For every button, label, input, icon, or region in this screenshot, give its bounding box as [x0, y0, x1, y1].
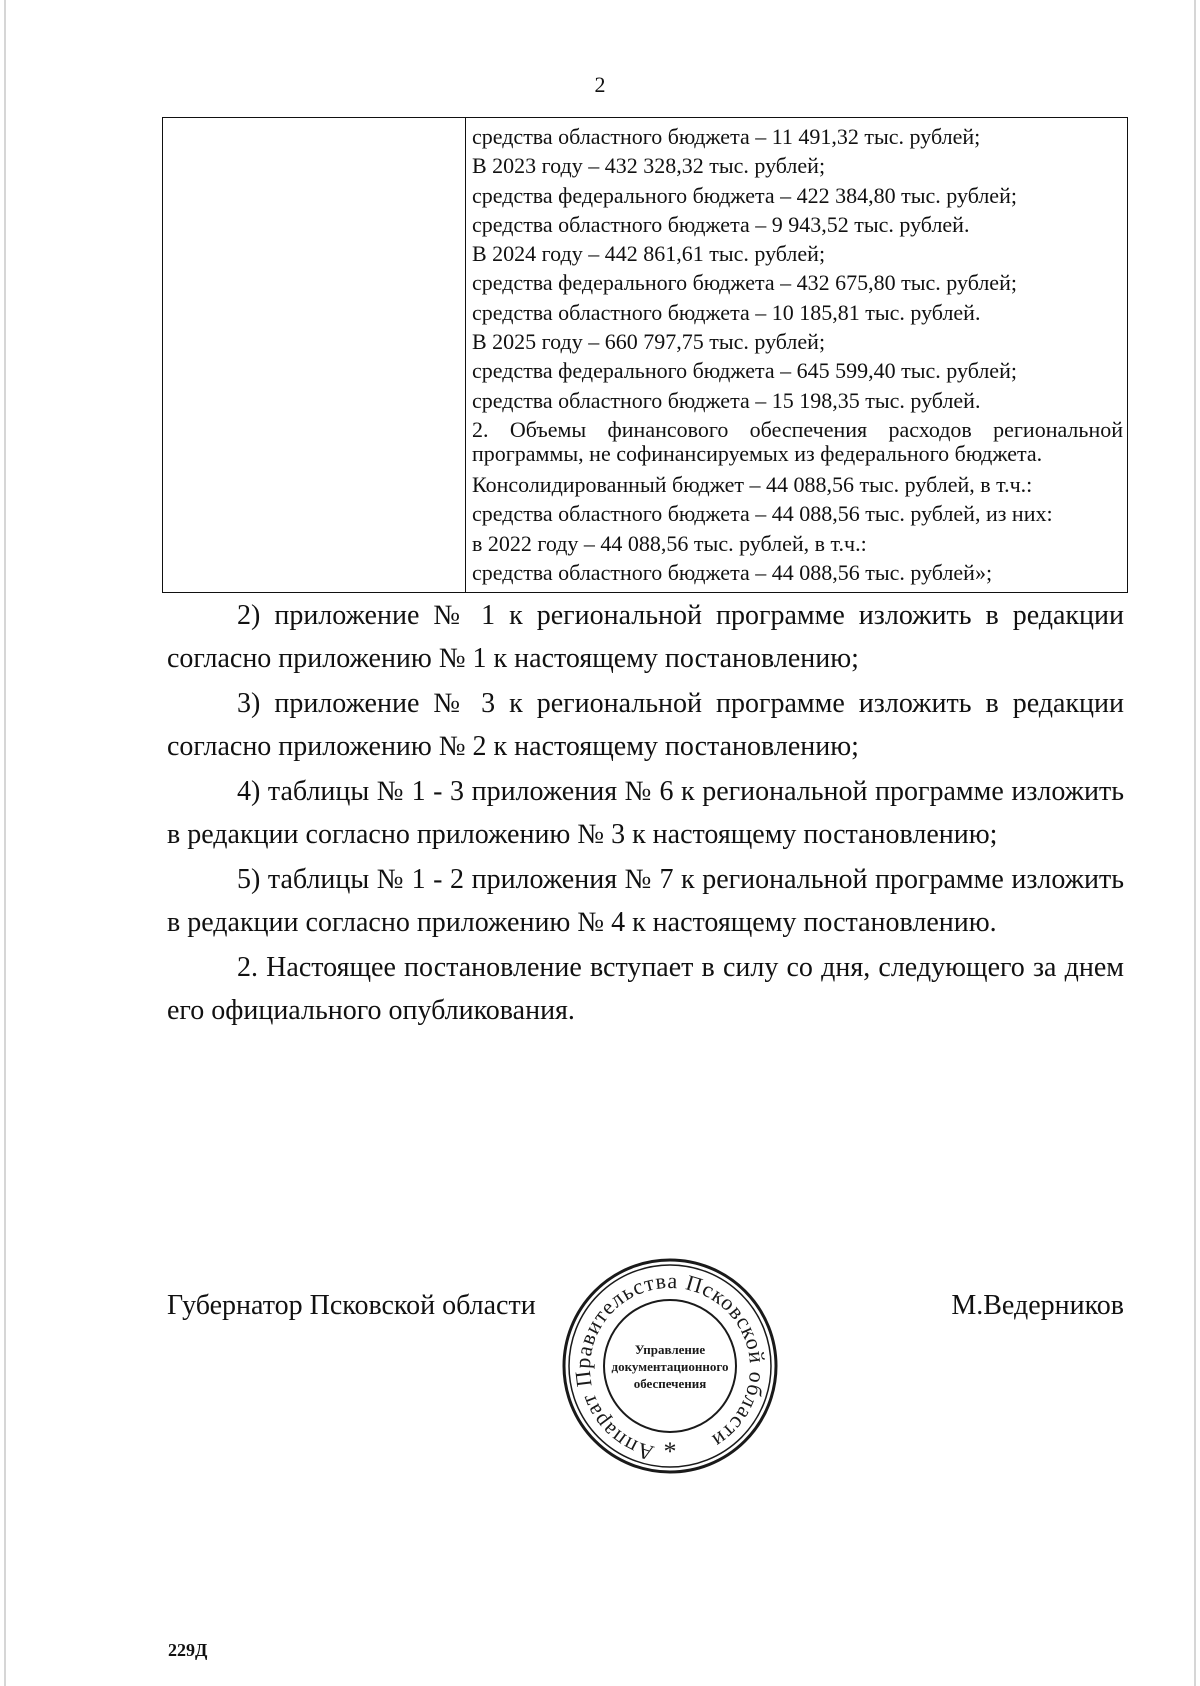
table-line: В 2024 году – 442 861,61 тыс. рублей; [472, 241, 826, 267]
page-number: 2 [594, 72, 606, 97]
stamp-outer-text: Аппарат Правительства Псковской области [569, 1267, 771, 1467]
stamp-inner-line1: Управление [634, 1342, 706, 1357]
table-left-cell [163, 118, 466, 592]
stamp-inner-line3: обеспечения [633, 1376, 707, 1391]
table-line: средства федерального бюджета – 645 599,40 тыс. рублей; [472, 358, 1017, 384]
table-line: средства федерального бюджета – 432 675,80 тыс. рублей; [472, 270, 1017, 296]
table-line: средства областного бюджета – 11 491,32 тыс. рублей; [472, 124, 981, 149]
stamp-inner-line2: документационного [611, 1359, 729, 1374]
table-line: Консолидированный бюджет – 44 088,56 тыс. рублей, в т.ч.: [472, 471, 1033, 497]
official-stamp [556, 1254, 784, 1474]
table-line: в 2022 году – 44 088,56 тыс. рублей, в т.ч.: [472, 530, 867, 556]
table-line: средства областного бюджета – 44 088,56 тыс. рублей, из них: [472, 501, 1053, 527]
paragraph: 2. Настоящее постановление вступает в силу со дня, следующего за днем его официального опубликования. [167, 952, 1124, 1026]
table-line: средства областного бюджета – 9 943,52 тыс. рублей. [472, 211, 970, 237]
table-line: средства областного бюджета – 44 088,56 тыс. рублей»; [472, 559, 993, 585]
table-line: В 2023 году – 432 328,32 тыс. рублей; [472, 153, 826, 179]
paragraph: 3) приложение № 3 к региональной программе изложить в редакции согласно приложению № 2 к настоящему постановлению; [167, 688, 1124, 762]
signer-position: Губернатор Псковской области [167, 1290, 536, 1321]
stamp-star-icon: * [663, 1437, 677, 1466]
table-line: средства федерального бюджета – 422 384,80 тыс. рублей; [472, 182, 1017, 208]
right-edge-line [1194, 0, 1196, 1686]
document-code: 229Д [168, 1640, 208, 1660]
body-paragraphs [167, 594, 1124, 1034]
table-right-cell [466, 118, 1127, 592]
signer-name: М.Ведерников [951, 1290, 1124, 1321]
table-line: средства областного бюджета – 15 198,35 тыс. рублей. [472, 387, 981, 413]
paragraph: 4) таблицы № 1 - 3 приложения № 6 к региональной программе изложить в редакции согласно приложению № 3 к настоящему постановлению; [167, 776, 1124, 850]
paragraph: 2) приложение № 1 к региональной программе изложить в редакции согласно приложению № 1 к настоящему постановлению; [167, 600, 1124, 674]
table-line: В 2025 году – 660 797,75 тыс. рублей; [472, 329, 826, 355]
financing-table [162, 117, 1128, 593]
table-line: средства областного бюджета – 10 185,81 тыс. рублей. [472, 299, 981, 325]
left-edge-line [4, 0, 6, 1686]
table-line: 2. Объемы финансового обеспечения расходов региональной программы, не софинансируемых из федерального бюджета. [472, 416, 1123, 466]
paragraph: 5) таблицы № 1 - 2 приложения № 7 к региональной программе изложить в редакции согласно приложению № 4 к настоящему постановлению. [167, 864, 1124, 938]
